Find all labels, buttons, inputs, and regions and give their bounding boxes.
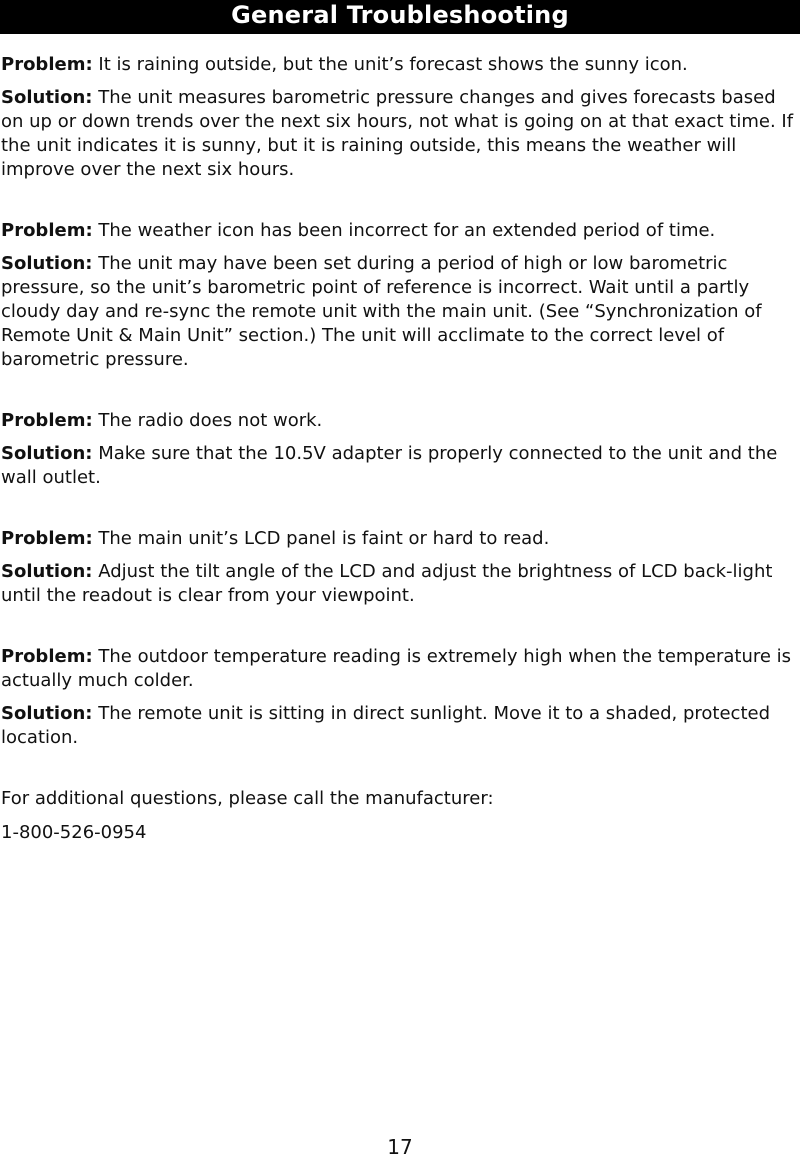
- problem-label: Problem:: [1, 410, 93, 431]
- solution-label: Solution:: [1, 253, 93, 274]
- problem-paragraph: [1, 527, 797, 551]
- page-number: 17: [387, 1135, 413, 1159]
- solution-text: Make sure that the 10.5V adapter is properly connected to the unit and the wall outlet.: [1, 443, 778, 488]
- solution-text: The unit measures barometric pressure changes and gives forecasts based on up or down trends over the next six hours, not what is going on at that exact time. If the unit indicates it is sunny, but it is raining outside, this means the weather will improve over the next six hours.: [1, 87, 794, 180]
- problem-text: It is raining outside, but the unit’s forecast shows the sunny icon.: [98, 54, 688, 75]
- contact-text: For additional questions, please call the manufacturer:: [1, 788, 494, 809]
- solution-paragraph: [1, 86, 797, 182]
- solution-label: Solution:: [1, 87, 93, 108]
- phone-number: 1-800-526-0954: [1, 822, 147, 843]
- page-title: General Troubleshooting: [231, 1, 569, 29]
- solution-label: Solution:: [1, 703, 93, 724]
- solution-text: Adjust the tilt angle of the LCD and adjust the brightness of LCD back-light until the readout is clear from your viewpoint.: [1, 561, 773, 606]
- solution-paragraph: [1, 442, 797, 490]
- problem-text: The main unit’s LCD panel is faint or hard to read.: [98, 528, 550, 549]
- troubleshooting-item: [1, 409, 797, 490]
- problem-label: Problem:: [1, 646, 93, 667]
- problem-text: The outdoor temperature reading is extremely high when the temperature is actually much colder.: [1, 646, 792, 691]
- solution-label: Solution:: [1, 561, 93, 582]
- problem-paragraph: [1, 645, 797, 693]
- troubleshooting-item: [1, 645, 797, 750]
- problem-label: Problem:: [1, 54, 93, 75]
- solution-paragraph: [1, 702, 797, 750]
- problem-paragraph: [1, 409, 797, 433]
- problem-paragraph: [1, 53, 797, 77]
- troubleshooting-item: [1, 53, 797, 182]
- title-bar: [0, 0, 800, 34]
- troubleshooting-content: [1, 53, 797, 855]
- problem-label: Problem:: [1, 528, 93, 549]
- problem-label: Problem:: [1, 220, 93, 241]
- contact-block: [1, 787, 797, 845]
- troubleshooting-item: [1, 219, 797, 372]
- solution-text: The unit may have been set during a period of high or low barometric pressure, so the unit’s barometric point of reference is incorrect. Wait until a partly cloudy day and re-sync the remote unit with the main unit. (See “Synchronization of Remote Unit & Main Unit” section.) The unit will acclimate to the correct level of barometric pressure.: [1, 253, 762, 370]
- solution-label: Solution:: [1, 443, 93, 464]
- solution-paragraph: [1, 560, 797, 608]
- solution-paragraph: [1, 252, 797, 372]
- troubleshooting-item: [1, 527, 797, 608]
- problem-text: The radio does not work.: [98, 410, 323, 431]
- problem-paragraph: [1, 219, 797, 243]
- problem-text: The weather icon has been incorrect for an extended period of time.: [98, 220, 716, 241]
- solution-text: The remote unit is sitting in direct sunlight. Move it to a shaded, protected location.: [1, 703, 771, 748]
